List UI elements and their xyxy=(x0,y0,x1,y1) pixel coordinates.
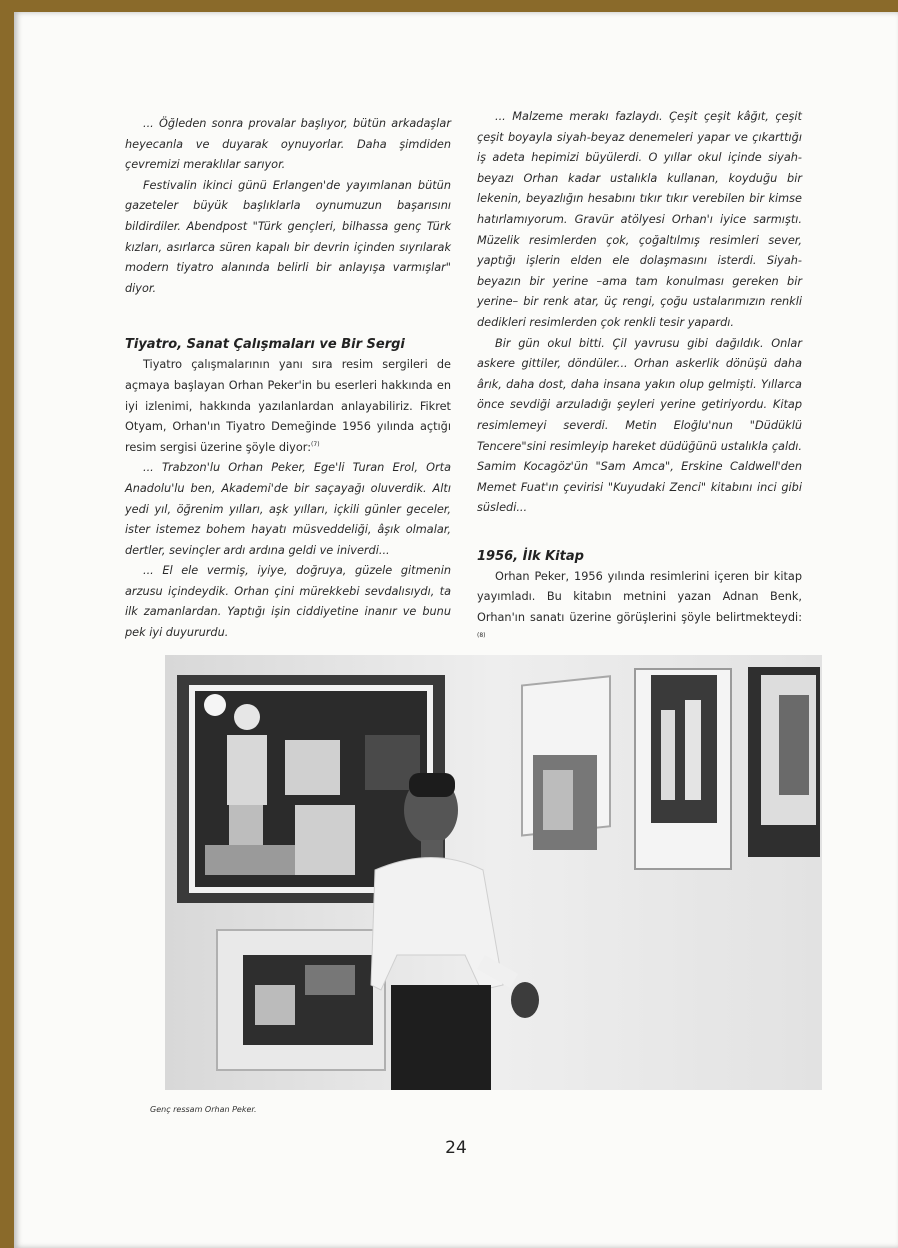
page-number: 24 xyxy=(445,1138,467,1158)
section-heading-theatre: Tiyatro, Sanat Çalışmaları ve Bir Sergi xyxy=(125,337,405,353)
page xyxy=(14,12,898,1248)
paragraph-exhibition xyxy=(125,355,451,458)
framed-print-lower xyxy=(217,930,385,1070)
artist-photo xyxy=(165,655,822,1090)
photo-caption: Genç ressam Orhan Peker. xyxy=(150,1105,257,1114)
paragraph-exhibition-text: Tiyatro çalışmalarının yanı sıra resim sergileri de açmaya başlayan Orhan Peker'in bu eserleri hakkında en iyi izlenimi, hakkında yazılanlardan anlayabiliriz. Fikret Otyam, Orhan'ın Tiyatro Demeğinde 1956 yılında açtığı resim sergisi üzerine şöyle diyor: xyxy=(125,358,451,454)
framed-print-figures xyxy=(635,669,731,869)
footnote-7: (7) xyxy=(311,440,320,448)
quote-school-ended: Bir gün okul bitti. Çil yavrusu gibi dağıldık. Onlar askere gittiler, döndüler... Orhan askerlik dönüşü daha ârık, daha dost, daha insana yakın olup gelmişti. Yıllarca önce sevdiği arzuladığı şeyleri yerine getiriyordu. Kitap resimlemeyi severdi. Metin Eloğlu'nun "Düdüklü Tencere"sini resimleyip hareket düdüğünü ustalıkla çaldı. Samim Kocagöz'ün "Sam Amca", Erskine Caldwell'den Memet Fuat'ın çevirisi "Kuyudaki Zenci" kitabını inci gibi süsledi... xyxy=(477,336,802,515)
paragraph-first-book-text: Orhan Peker, 1956 yılında resimlerini içeren bir kitap yayımladı. Bu kitabın metnini yazan Adnan Benk, Orhan'ın sanatı üzerine görüşlerini şöyle belirtmekteydi: xyxy=(477,569,802,625)
framed-print-middle xyxy=(522,676,610,850)
quote-academy: ... Trabzon'lu Orhan Peker, Ege'li Turan Erol, Orta Anadolu'lu ben, Akademi'de bir saçayağı oluverdik. Altı yedi yıl, öğrenim yılları, aşk yılları, içkili günler geceler, ister istemez bohem hayatı müsveddeliği, âşık olmalar, dertler, sevinçler ardı ardına geldi ve iniverdi... xyxy=(125,461,451,557)
left-column xyxy=(125,114,451,644)
quote-materials: ... Malzeme merakı fazlaydı. Çeşit çeşit kâğıt, çeşit çeşit boyayla siyah-beyaz denemeleri yapar ve çıkarttığı iş adeta hepimizi büyülerdi. O yıllar okul içinde siyah-beyazı Orhan kadar ustalıkla kullanan, koyduğu bir lekenin, beyazlığın hesabını tıkır tıkır verebilen bir kimse hatırlamıyorum. Gravür atölyesi Orhan'ı iyice sarmıştı. Müzelik resimlerden çok, çoğaltılmış resimleri sever, yaptığı işlerin elden ele dolaşmasını isterdi. Siyah-beyazın bir yerine –ama tam konulması gereken bir yerine– bir renk atar, üç rengi, çoğu ustalarımızın renkli dedikleri resimlerden çok renkli tesir yapardı. xyxy=(477,110,802,329)
quote-rehearsal: ... Öğleden sonra provalar başlıyor, bütün arkadaşlar heyecanla ve duyarak oynuyorlar. Daha şimdiden çevremizi meraklılar sarıyor. xyxy=(125,117,451,172)
quote-festival: Festivalin ikinci günü Erlangen'de yayımlanan bütün gazeteler büyük başlıklarla oynumuzun başarısını bildirdiler. Abendpost "Türk gençleri, bilhassa genç Türk kızları, asırlarca süren kapalı bir devrin içinden sıyrılarak modern tiyatro alanında belirli bir anlayışa varmışlar" diyor. xyxy=(125,178,451,295)
quote-ink: ... El ele vermiş, iyiye, doğruya, güzele gitmenin arzusu içindeydik. Orhan çini mürekkebi sevdalısıydı, ta ilk zamanlardan. Yaptığı işin ciddiyetine inanır ve bunu pek iyi duyururdu. xyxy=(125,564,451,640)
footnote-8: (8) xyxy=(477,631,486,639)
paragraph-first-book xyxy=(477,567,802,649)
artist-photo-image xyxy=(165,655,822,1090)
framed-painting-right xyxy=(748,667,820,857)
section-heading-first-book: 1956, İlk Kitap xyxy=(477,548,584,564)
right-column xyxy=(477,107,802,649)
